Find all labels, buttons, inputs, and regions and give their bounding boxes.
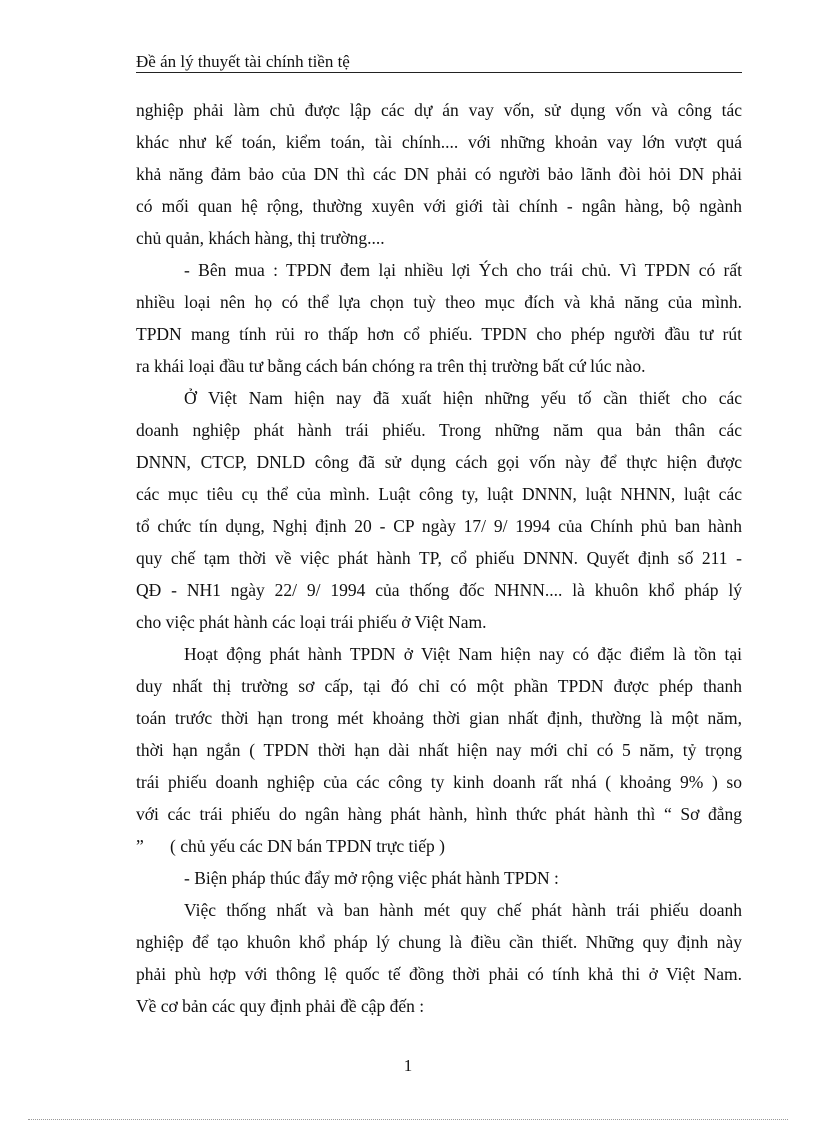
text-line: toán trước thời hạn trong mét khoảng thời gian nhất định, thường là một năm, <box>136 708 742 728</box>
document-body <box>136 94 742 1022</box>
text-line: trái phiếu doanh nghiệp của các công ty kinh doanh rất nhá ( khoảng 9% ) so <box>136 772 742 792</box>
text-line: quy chế tạm thời về việc phát hành TP, cổ phiếu DNNN. Quyết định số 211 - <box>136 548 742 568</box>
text-line: doanh nghiệp phát hành trái phiếu. Trong những năm qua bản thân các <box>136 420 742 440</box>
text-line: Về cơ bản các quy định phải đề cập đến : <box>136 996 425 1016</box>
text-line: duy nhất thị trường sơ cấp, tại đó chỉ có một phần TPDN được phép thanh <box>136 676 742 696</box>
footer-rule <box>28 1119 788 1120</box>
text-line: nhiều loại nên họ có thể lựa chọn tuỳ theo mục đích và khả năng của mình. <box>136 292 742 312</box>
text-line: Ở Việt Nam hiện nay đã xuất hiện những yếu tố cần thiết cho các <box>184 388 742 408</box>
text-line: phải phù hợp với thông lệ quốc tế đồng thời phải có tính khả thi ở Việt Nam. <box>136 964 742 984</box>
text-line: cho việc phát hành các loại trái phiếu ở Việt Nam. <box>136 612 487 632</box>
text-line: - Bên mua : TPDN đem lại nhiều lợi Ých cho trái chủ. Vì TPDN có rất <box>184 260 742 280</box>
text-line: Hoạt động phát hành TPDN ở Việt Nam hiện nay có đặc điểm là tồn tại <box>184 644 742 664</box>
text-line: các mục tiêu cụ thể của mình. Luật công ty, luật DNNN, luật NHNN, luật các <box>136 484 742 504</box>
text-line: chủ quản, khách hàng, thị trường.... <box>136 228 385 248</box>
text-line: - Biện pháp thúc đẩy mở rộng việc phát hành TPDN : <box>184 868 559 888</box>
text-line: Việc thống nhất và ban hành mét quy chế phát hành trái phiếu doanh <box>184 900 742 920</box>
page-number: 1 <box>403 1056 413 1075</box>
page-header <box>136 52 742 73</box>
header-title: Đề án lý thuyết tài chính tiền tệ <box>136 52 350 71</box>
text-line: với các trái phiếu do ngân hàng phát hành, hình thức phát hành thì “ Sơ đẳng <box>136 804 742 824</box>
text-line: DNNN, CTCP, DNLD công đã sử dụng cách gọi vốn này để thực hiện được <box>136 452 742 472</box>
text-line: tổ chức tín dụng, Nghị định 20 - CP ngày 17/ 9/ 1994 của Chính phủ ban hành <box>136 516 742 536</box>
text-line: thời hạn ngắn ( TPDN thời hạn dài nhất hiện nay mới chỉ có 5 năm, tỷ trọng <box>136 740 742 760</box>
text-line: ” ( chủ yếu các DN bán TPDN trực tiếp ) <box>136 836 445 856</box>
text-line: nghiệp phải làm chủ được lập các dự án vay vốn, sử dụng vốn và công tác <box>136 100 742 120</box>
text-line: ra khái loại đầu tư bằng cách bán chóng ra trên thị trường bất cứ lúc nào. <box>136 356 646 376</box>
text-line: có mối quan hệ rộng, thường xuyên với giới tài chính - ngân hàng, bộ ngành <box>136 196 742 216</box>
text-line: nghiệp để tạo khuôn khổ pháp lý chung là điều cần thiết. Những quy định này <box>136 932 742 952</box>
text-line: khác như kế toán, kiểm toán, tài chính.... với những khoản vay lớn vượt quá <box>136 132 742 152</box>
text-line: TPDN mang tính rủi ro thấp hơn cổ phiếu. TPDN cho phép người đầu tư rút <box>136 324 742 344</box>
text-line: QĐ - NH1 ngày 22/ 9/ 1994 của thống đốc NHNN.... là khuôn khổ pháp lý <box>136 580 742 600</box>
text-line: khả năng đảm bảo của DN thì các DN phải có người bảo lãnh đòi hỏi DN phải <box>136 164 742 184</box>
